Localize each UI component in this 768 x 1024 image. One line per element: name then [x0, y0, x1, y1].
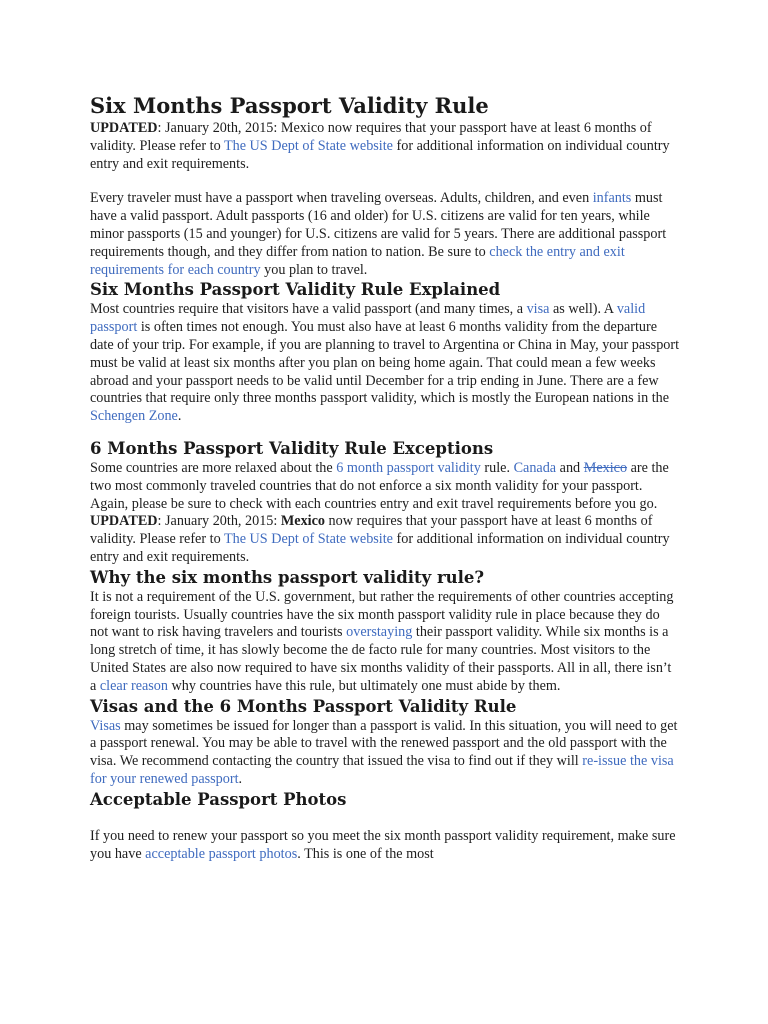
infants-link[interactable]: infants [592, 190, 632, 207]
document-page [90, 92, 680, 863]
section-heading-exceptions: 6 Months Passport Validity Rule Exceptions [90, 438, 494, 458]
exceptions-paragraph: Some countries are more relaxed about the 6 month passport validity rule. Canada and Mexico are the two most commonly traveled countries that do not enforce a six month validity for your passport. Again, please be sure to check with each countries entry and exit travel requirements before you go. [90, 459, 669, 512]
update-notice-1: UPDATED: January 20th, 2015: Mexico now requires that your passport have at least 6 months of validity. Please refer to The US Dept of State website for additional information on individual country entry and exit requirements. [90, 120, 670, 172]
visas-paragraph: Visas may sometimes be issued for longer than a passport is valid. In this situation, you will need to get a passport renewal. You may be able to travel with the renewed passport and the old passport with the visa. We recommend contacting the country that issued the visa to find out if they will re-issue the visa for your renewed passport. [90, 717, 678, 787]
update-notice-2: UPDATED: January 20th, 2015: Mexico now requires that your passport have at least 6 months of validity. Please refer to The US Dept of State website for additional information on individual country entry and exit requirements. [90, 513, 670, 565]
section-heading-visas: Visas and the 6 Months Passport Validity Rule [90, 696, 517, 716]
updated-label: UPDATED [90, 120, 158, 136]
section-heading-explained: Six Months Passport Validity Rule Explained [90, 280, 501, 300]
intro-paragraph: Every traveler must have a passport when traveling overseas. Adults, children, and even infants must have a valid passport. Adult passports (16 and older) for U.S. citizens are valid for ten years, while minor passports (15 and younger) for U.S. citizens are valid for 5 years. There are additional passport requirements though, and they differ from nation to nation. Be sure to check the entry and exit requirements for each country you plan to travel. [90, 190, 667, 278]
updated-label: UPDATED [90, 513, 158, 530]
photos-paragraph: If you need to renew your passport so you meet the six month passport validity requirement, make sure you have acceptable passport photos. This is one of the most [90, 827, 676, 862]
visa-link[interactable]: visa [526, 301, 550, 318]
why-paragraph: It is not a requirement of the U.S. government, but rather the requirements of other countries accepting foreign tourists. Usually countries have the six month passport validity rule in place because they do not want to risk having travelers and tourists overstaying their passport validity. While six months is a long stretch of time, it has slowly become the de facto rule for many countries. Most visitors to the United States are also now required to have six months validity of their passports. All in all, there isn’t a clear reason why countries have this rule, but ultimately one must abide by them. [90, 588, 674, 694]
schengen-zone-link[interactable]: Schengen Zone [90, 408, 178, 425]
section-heading-why: Why the six months passport validity rule? [90, 567, 485, 587]
six-month-validity-link[interactable]: 6 month passport validity [336, 459, 481, 476]
valid-passport-link[interactable]: valid passport [90, 301, 646, 336]
mexico-link[interactable]: Mexico [583, 459, 628, 476]
reissue-visa-link[interactable]: re-issue the visa for your renewed passport [90, 753, 674, 787]
us-dept-state-link[interactable]: The US Dept of State website [223, 531, 393, 548]
acceptable-photos-link[interactable]: acceptable passport photos [145, 845, 298, 862]
page-title: Six Months Passport Validity Rule [90, 93, 489, 118]
overstaying-link[interactable]: overstaying [346, 624, 413, 641]
section-heading-photos: Acceptable Passport Photos [90, 789, 347, 809]
canada-link[interactable]: Canada [513, 459, 557, 476]
visas-link[interactable]: Visas [90, 717, 121, 734]
explained-paragraph: Most countries require that visitors have a valid passport (and many times, a visa as well). A valid passport is often times not enough. You must also have at least 6 months validity from the departure date of your trip. For example, if you are planning to travel to Argentina or China in May, your passport must be valid at least six months after you plan on being home again. That could mean a few weeks abroad and your passport needs to be valid until December for a trip ending in June. There are a few countries that require only three months passport validity, which is mostly the European nations in the Schengen Zone. [90, 301, 680, 425]
us-dept-state-link[interactable]: The US Dept of State website [223, 137, 393, 154]
country-requirements-link[interactable]: check the entry and exit requirements for each country [90, 243, 625, 278]
clear-reason-link[interactable]: clear reason [99, 677, 168, 694]
